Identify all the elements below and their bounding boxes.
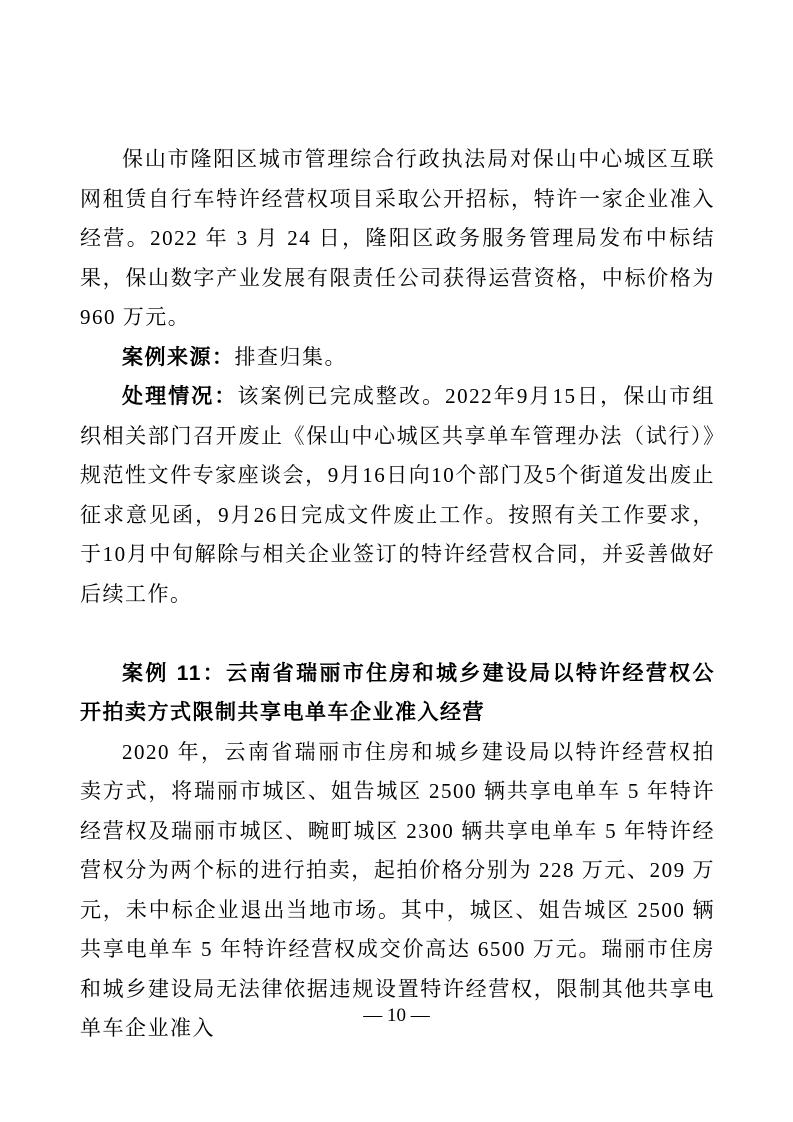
page-footer [0, 1003, 793, 1029]
paragraph-ruili-case-facts: 2020 年，云南省瑞丽市住房和城乡建设局以特许经营权拍卖方式，将瑞丽市城区、姐告城区 2500 辆共享电单车 5 年特许经营权及瑞丽市城区、畹町城区 2300 辆共享电单车 5 年特许经营权分为两个标的进行拍卖，起拍价格分别为 228 万元、209 万元，未中标企业退出当地市场。其中，城区、姐告城区 2500 辆共享电单车 5 年特许经营权成交价高达 6500 万元。瑞丽市住房和城乡建设局无法律依据违规设置特许经营权，限制其他共享电单车企业准入 [80, 739, 715, 1040]
paragraph-handling-status [80, 377, 715, 614]
document-body [80, 140, 715, 1049]
page-number: — 10 — [363, 1005, 430, 1026]
case-source-label: 案例来源： [122, 345, 235, 369]
paragraph-baoshan-case-facts: 保山市隆阳区城市管理综合行政执法局对保山中心城区互联网租赁自行车特许经营权项目采取公开招标，特许一家企业准入经营。2022 年 3 月 24 日，隆阳区政务服务管理局发布中标结果，保山数字产业发展有限责任公司获得运营资格，中标价格为 960 万元。 [80, 147, 715, 329]
case-11-heading: 案例 11：云南省瑞丽市住房和城乡建设局以特许经营权公开拍卖方式限制共享电单车企业准入经营 [80, 661, 715, 724]
handling-status-label: 处理情况： [122, 385, 238, 408]
case-source-text: 排查归集。 [234, 344, 347, 369]
paragraph-case-source [80, 338, 715, 378]
handling-status-text: 该案例已完成整改。2022年9月15日，保山市组织相关部门召开废止《保山中心城区共享单车管理办法（试行）》规范性文件专家座谈会，9月16日向10个部门及5个街道发出废止征求意见函，9月26日完成文件废止工作。按照有关工作要求，于10月中旬解除与相关企业签订的特许经营权合同，并妥善做好后续工作。 [80, 384, 716, 606]
